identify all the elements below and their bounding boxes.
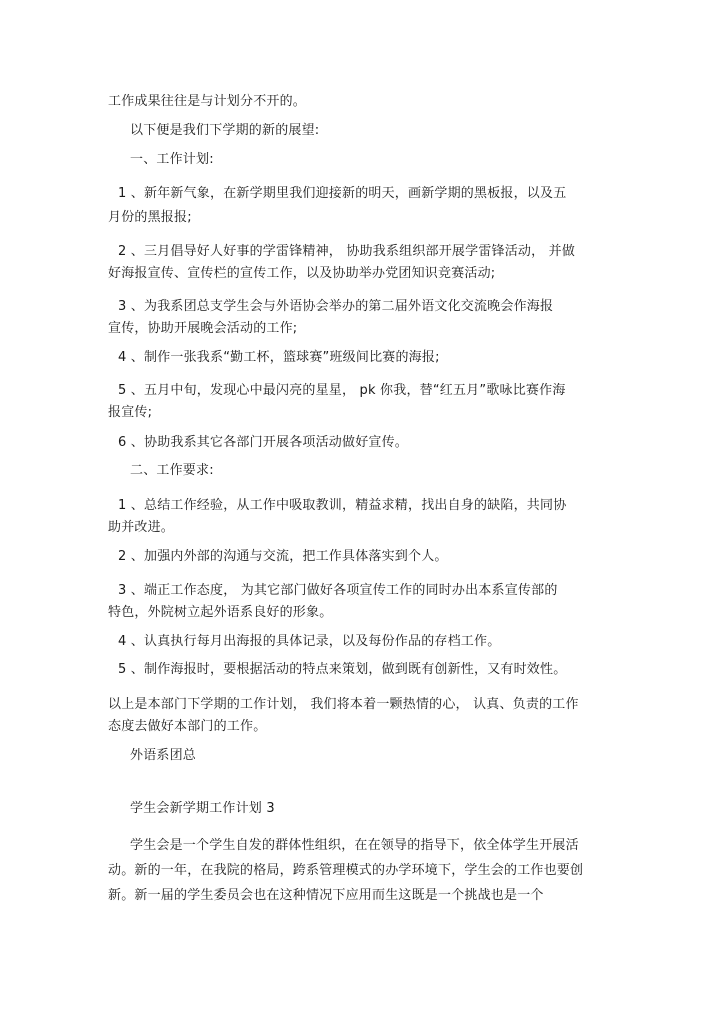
list-item-line: 3 、端正工作态度， 为其它部门做好各项宣传工作的同时办出本系宣传部的 [118,583,558,598]
list-item-line: 助并改进。 [108,520,175,535]
paragraph-line: 学生会是一个学生自发的群体性组织，在在领导的指导下，依全体学生开展活 [130,838,579,853]
list-item-line: 报宣传; [108,405,153,420]
list-item-line: 2 、三月倡导好人好事的学雷锋精神， 协助我系组织部开展学雷锋活动， 并做 [118,244,576,259]
list-item-line: 4 、认真执行每月出海报的具体记录，以及每份作品的存档工作。 [118,634,501,649]
list-item-line: 特色，外院树立起外语系良好的形象。 [108,605,333,620]
list-item-line: 5 、制作海报时，要根据活动的特点来策划，做到既有创新性，又有时效性。 [118,662,567,677]
list-item-line: 6 、协助我系其它各部门开展各项活动做好宣传。 [118,435,409,450]
list-item-line: 2 、加强内外部的沟通与交流，把工作具体落实到个人。 [118,549,448,564]
paragraph-line: 动。新的一年，在我院的格局，跨系管理模式的办学环境下，学生会的工作也要创 [108,863,584,878]
paragraph-line: 新。新一届的学生委员会也在这种情况下应用而生这既是一个挑战也是一个 [108,888,544,903]
section-heading: 二、工作要求: [130,463,214,478]
paragraph-line: 以下便是我们下学期的新的展望: [130,123,320,138]
paragraph-line: 以上是本部门下学期的工作计划， 我们将本着一颗热情的心， 认真、负责的工作 [108,697,579,712]
list-item-line: 月份的黑报报; [108,210,192,225]
list-item-line: 1 、新年新气象，在新学期里我们迎接新的明天，画新学期的黑板报，以及五 [118,186,567,201]
document-title: 学生会新学期工作计划 3 [130,801,275,816]
paragraph-line: 态度去做好本部门的工作。 [108,719,267,734]
list-item-line: 好海报宣传、宣传栏的宣传工作，以及协助举办党团知识竞赛活动; [108,266,496,281]
list-item-line: 4 、制作一张我系“勤工杯，篮球赛”班级间比赛的海报; [118,350,440,365]
list-item-line: 宣传，协助开展晚会活动的工作; [108,321,298,336]
list-item-line: 1 、总结工作经验，从工作中吸取教训，精益求精，找出自身的缺陷，共同协 [118,498,567,513]
section-heading: 一、工作计划: [130,152,214,167]
list-item-line: 5 、五月中旬，发现心中最闪亮的星星， pk 你我，替“红五月”歌咏比赛作海 [118,383,566,398]
signature-line: 外语系团总 [130,748,197,763]
list-item-line: 3 、为我系团总支学生会与外语协会举办的第二届外语文化交流晚会作海报 [118,299,554,314]
paragraph-line: 工作成果往往是与计划分不开的。 [108,94,307,109]
